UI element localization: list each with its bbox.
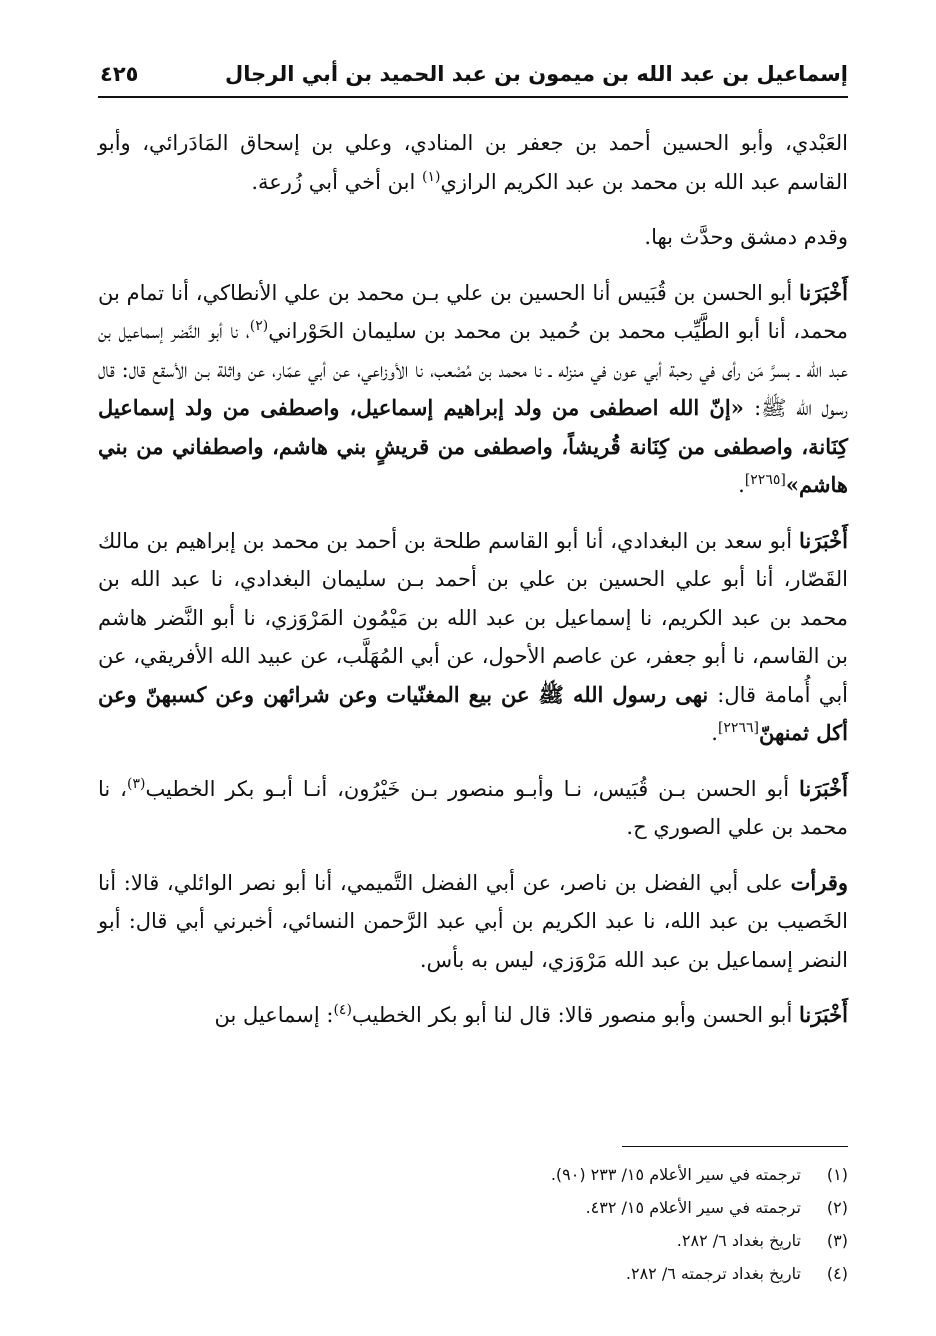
footnote-ref: (٢) xyxy=(249,318,269,334)
isnad-keyword: أَخْبَرَنا xyxy=(799,279,848,305)
hadith-number: [٢٢٦٦] xyxy=(717,720,759,736)
footnote-text: ترجمته في سير الأعلام ١٥/ ٤٣٢. xyxy=(585,1198,801,1217)
footnote-number: (٢) xyxy=(826,1198,848,1217)
paragraph-text: أبو الحسن وأبو منصور قالا: قال لنا أبو بكر الخطيب xyxy=(351,1003,800,1027)
header-rule xyxy=(98,96,848,98)
isnad-keyword: وقرأت xyxy=(790,869,848,895)
footnote-item xyxy=(98,1224,848,1257)
isnad-keyword: أَخْبَرَنا xyxy=(799,1002,848,1027)
isnad-keyword: أَخْبَرَنا xyxy=(799,527,848,553)
paragraph-text: على أبي الفضل بن ناصر، عن أبي الفضل التَّميمي، أنا أبو نصر الوائلي، قالا: أنا الخَصيب بن عبد الله، نا عبد الكريم بن أبي عبد الرَّحمن النسائي، أخبرني أبي قال: أبو النضر إسماعيل بن عبد الله مَرْوَزي، ليس به بأس. xyxy=(98,870,848,972)
header-title: إسماعيل بن عبد الله بن ميمون بن عبد الحميد بن أبي الرجال xyxy=(225,62,848,86)
hadith-text: نهى رسول الله ﷺ عن بيع المغنّيات وعن شرائهن وعن كسبهنّ وعن أكل ثمنهنّ xyxy=(98,681,848,745)
footnote-text: تاريخ بغداد ترجمته ٦/ ٢٨٢. xyxy=(625,1264,801,1283)
isnad-keyword: أَخْبَرَنا xyxy=(799,775,848,801)
paragraph-5 xyxy=(98,770,848,847)
paragraph-text: ، نا أبو النَّضر إسماعيل بن عبد الله ـ بسرَّ مَن رأى في رحبة أبي عون في منزله ـ نا محمد بن مُصْعب، نا الأوزاعي، عن أبي عمّار، عن واثلة بـن الأسقع قال: قال رسول الله ﷺ: xyxy=(98,319,849,420)
paragraph-3 xyxy=(98,274,848,505)
footnote-text: تاريخ بغداد ٦/ ٢٨٢. xyxy=(676,1231,801,1250)
paragraph-text: أبو سعد بن البغدادي، أنا أبو القاسم طلحة بن أحمد بن محمد بن إبراهيم بن مالك القَصّار، أنا أبو علي الحسين بن علي بن أحمد بـن سليمان البغدادي، نا عبد الله بن محمد بن عبد الكريم، نا إسماعيل بن عبد الله بن مَيْمُون المَرْوَزي، نا أبو النَّضر هاشم بن القاسم، نا أبو جعفر، عن عاصم الأحول، عن أبي المُهَلَّب، عن عبيد الله الأفريقي، عن أبي أُمامة قال: xyxy=(98,528,848,707)
footnotes xyxy=(98,1158,848,1290)
footnote-item xyxy=(98,1191,848,1224)
hadith-text: «إنّ الله اصطفى من ولد إبراهيم إسماعيل، واصطفى من ولد إسماعيل كِنَانة، واصطفى من كِنَانة قُريشاً، واصطفى من قريشٍ بني هاشم، واصطفاني من بني هاشم» xyxy=(98,395,848,497)
paragraph-text: : إسماعيل بن xyxy=(214,1003,334,1027)
paragraph-end: . xyxy=(711,721,718,745)
running-header xyxy=(98,58,848,92)
paragraph-text: أبو الحسن بـن قُبَيس، نـا وأبـو منصور بـن خَيْرُون، أنـا أبـو بكر الخطيب xyxy=(145,776,800,801)
footnote-separator xyxy=(622,1146,848,1147)
main-text xyxy=(98,124,848,1035)
footnote-ref: (١) xyxy=(421,168,441,185)
book-page xyxy=(98,58,848,1308)
paragraph-text: أبو الحسن بن قُبَيس أنا الحسين بن علي بـن محمد بن علي الأنطاكي، أنا تمام بن محمد، أنا أبو الطَّيِّب محمد بن حُميد بن محمد بن سليمان الحَوْراني xyxy=(98,280,848,343)
footnote-ref: (٣) xyxy=(126,775,146,792)
footnote-text: ترجمته في سير الأعلام ١٥/ ٢٣٣ (٩٠). xyxy=(550,1165,801,1184)
paragraph-1 xyxy=(98,124,848,201)
footnote-number: (١) xyxy=(826,1165,848,1184)
paragraph-6 xyxy=(98,864,848,980)
footnote-number: (٤) xyxy=(826,1264,848,1283)
paragraph-text: ، نا محمد بن علي الصوري ح. xyxy=(98,776,848,839)
paragraph-end: . xyxy=(738,473,745,497)
paragraph-text: العَبْدي، وأبو الحسين أحمد بن جعفر بن المنادي، وعلي بن إسحاق المَادَرائي، وأبو القاسم عبد الله بن محمد بن عبد الكريم الرازي xyxy=(98,131,848,194)
hadith-number: [٢٢٦٥] xyxy=(744,472,786,488)
paragraph-text: ابن أخي أبي زُرعة. xyxy=(251,169,422,194)
footnote-ref: (٤) xyxy=(333,1002,352,1018)
paragraph-4 xyxy=(98,522,848,753)
paragraph-7 xyxy=(98,996,848,1035)
page-number: ٤٢٥ xyxy=(100,62,139,86)
footnote-number: (٣) xyxy=(826,1231,848,1250)
footnote-item xyxy=(98,1257,848,1290)
footnote-item xyxy=(98,1158,848,1191)
paragraph-text: وقدم دمشق وحدَّث بها. xyxy=(644,225,848,249)
paragraph-2 xyxy=(98,218,848,257)
